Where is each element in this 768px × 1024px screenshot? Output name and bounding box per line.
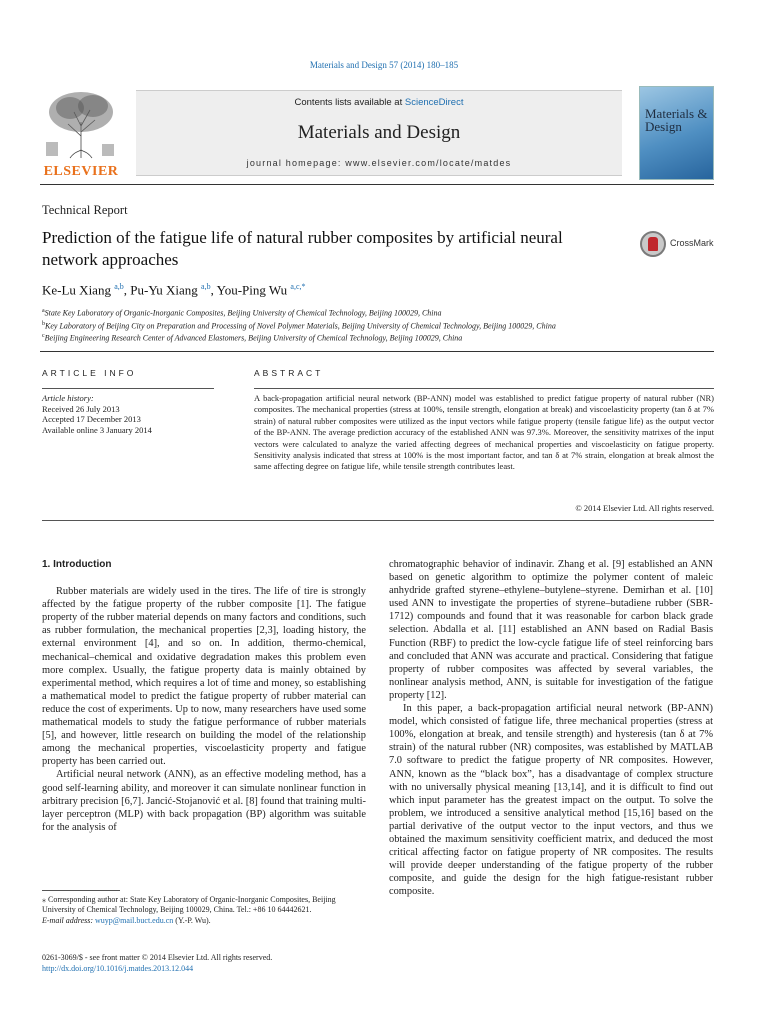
affiliation-item: $^a$State Key Laboratory of Organic-Inorganic Composites, Beijing University of Chemical Technology, Beijing 100029, China [42,308,442,318]
email-label: E-mail address: [42,915,94,925]
email-owner: (Y.-P. Wu). [175,915,211,925]
accepted-date: Accepted 17 December 2013 [42,414,141,424]
journal-reference[interactable]: Materials and Design 57 (2014) 180–185 [309,60,459,70]
doi-link[interactable]: http://dx.doi.org/10.1016/j.matdes.2013.12.044 [42,964,194,973]
bottom-info [42,952,366,974]
journal-header-box [136,90,622,176]
tree-icon [40,86,122,162]
journal-cover-image[interactable] [639,86,714,180]
article-history [42,393,222,435]
author-affiliation-mark[interactable]: a,b [201,282,211,291]
footnote-text: ⁎ Corresponding author at: State Key Laboratory of Organic-Inorganic Composites, Beijing University of Chemical Technology, Beijing 100029, China. Tel.: +86 10 64442621. [42,895,336,915]
article-info-heading: ARTICLE INFO [42,368,137,378]
article-type: Technical Report [42,203,128,217]
online-date: Available online 3 January 2014 [42,424,152,435]
sciencedirect-link[interactable]: ScienceDirect [404,97,464,108]
body-paragraph: Artificial neural network (ANN), as an effective modeling method, has a good self-learning ability, and moreover it can simulate nonlinear function in arbitrary precision [6,7]. Jancić-Stojanović et al. [8] found that training multi-layer perceptron (MLP) with back propagation (BP) algorithm was suitable for the analysis of [42,769,366,833]
section-divider [40,351,714,352]
author-name[interactable]: Pu-Yu Xiang [130,282,198,298]
email-link[interactable]: wuyp@mail.buct.edu.cn [95,915,174,925]
author-affiliation-mark[interactable]: a,b [114,282,124,291]
received-date: Received 26 July 2013 [42,403,120,414]
cover-title: Materials & Design [645,106,708,134]
abstract-text: A back-propagation artificial neural network (BP-ANN) model was established to predict fatigue property of natural rubber (NR) composites. The mechanical properties (stress at 100%, tensile strength, elongation at break) and viscoelasticity property (tan δ at 7% strain) of natural rubber composites were utilized as the input vectors while fatigue property (tensile fatigue life) as the output vector of the BP-ANN. The average prediction accuracy of the established ANN was 97.3%. Moreover, the sensitivity matrixes of the input vectors were calculated to analyze the varied affecting degrees of mechanical properties and viscoelasticity on fatigue property. Sensitivity analysis indicated that stress at 100% is the most important factor, and tan δ at 7% strain, elongation at break almost the same affecting degree on fatigue life, while tensile strength contributes least. [254,393,714,472]
corresponding-author-footnote [42,895,366,926]
contents-line [136,97,622,108]
abstract-divider [254,388,714,389]
body-paragraph: Rubber materials are widely used in the tires. The life of tire is strongly affected by the fatigue property of the rubber composite [1]. The fatigue property of the rubber material depends on many factors and conditions, such as rubber formulation, the mechanical properties [2,3], loading history, the external environment [4], and so on. In addition, thermo-chemical, mechanical–chemical and oxidative degradation makes this problem even more complex. Usually, the fatigue property data is mainly obtained by experimental method, which requires a lot of time and money, so establishing a mathematical model to predict the fatigue property of rubber material can reduce the cost of experiments. Up to now, many researchers have used some mathematical models to study the fatigue performance of rubber materials [5], and however, little research on building the model of the relationship among the mechanical properties, viscoelasticity property and fatigue property has been carried out. [42,586,366,768]
history-label: Article history: [42,393,94,403]
masthead [40,86,714,180]
body-paragraph: In this paper, a back-propagation artificial neural network (BP-ANN) model, which consisted of fatigue life, three mechanical properties (stress at 100%, elongation at break, and tensile strength) and hysteresis (tan δ at 7% strain) of the natural rubber (NR) composites, was established by MATLAB 7.0 software to predict the fatigue property of NR composites. However, ANN, known as the “black box”, has a disadvantage of complex structure with no universally physical meaning [13,14], and it is difficult to find out which input parameter has the greatest impact on the output. To solve the problem, we introduced a sensitive analytical method [15,16] based on the partial derivative of the output vector to the input vectors, and thus we obtained the maximum sensitivity coefficient matrix, and deduced the most critical affecting factor on fatigue property of NR composites. The results will provide deeper understanding of the fatigue property of the rubber composite, and guide the design for the high fatigue-resistant rubber composite. [389,703,713,898]
article-title: Prediction of the fatigue life of natural rubber composites by artificial neural network approaches [42,228,563,269]
journal-homepage-link[interactable]: journal homepage: www.elsevier.com/locate/matdes [246,158,512,168]
crossmark-label: CrossMark [670,238,714,248]
author-name[interactable]: You-Ping Wu [216,282,288,298]
introduction-heading: 1. Introduction [42,559,112,570]
elsevier-logo[interactable] [40,86,122,180]
issn-line: 0261-3069/$ - see front matter © 2014 Elsevier Ltd. All rights reserved. [42,953,273,962]
info-divider [42,388,214,389]
abstract-copyright: © 2014 Elsevier Ltd. All rights reserved. [575,503,714,513]
abstract-bottom-divider [42,520,714,521]
abstract-heading: ABSTRACT [254,368,324,378]
body-paragraph: chromatographic behavior of indinavir. Zhang et al. [9] established an ANN based on genetic algorithm to optimize the polymer content of maleic anhydride grafted styrene–ethylene–butylene–styrene. Demirhan et al. [10] used ANN to investigate the properties of styrene–butadiene rubber (SBR-1712) compounds and found that it was reasonable for carbon black grade selection. Abdalla et al. [11] established an ANN based on Radial Basis Function (RBF) to predict the low-cycle fatigue life of steel reinforcing bars and concluded that ANN was accurate and practical. Considering that fatigue property of rubber composites was affected by several variables, the nonlinear analysis method, ANN, is suitable for investigation of the fatigue property [12]. [389,559,713,701]
header-divider [40,184,714,185]
affiliation-item: $^b$Key Laboratory of Beijing City on Preparation and Processing of Novel Polymer Materials, Beijing University of Chemical Technology, Beijing 100029, China [42,320,556,331]
body-column-right [389,558,713,898]
crossmark-icon [640,231,666,257]
author-name[interactable]: Ke-Lu Xiang [42,282,111,298]
affiliation-item: $^c$Beijing Engineering Research Center of Advanced Elastomers, Beijing University of Chemical Technology, Beijing 100029, China [42,333,463,343]
body-column-left [42,558,366,834]
affiliations [42,306,714,344]
author-affiliation-mark[interactable]: a,c,* [290,282,306,291]
contents-prefix: Contents lists available at [294,97,403,108]
crossmark-button[interactable] [640,230,720,258]
journal-name: Materials and Design [297,122,461,143]
footnote-email-line [42,916,366,926]
elsevier-wordmark: ELSEVIER [43,164,119,179]
author-list: Ke-Lu Xiang $^{a,b}$, Pu-Yu Xiang $^{a,b}$, You-Ping Wu $^{a,c,*}$ [42,282,306,298]
footnote-divider [42,890,120,891]
